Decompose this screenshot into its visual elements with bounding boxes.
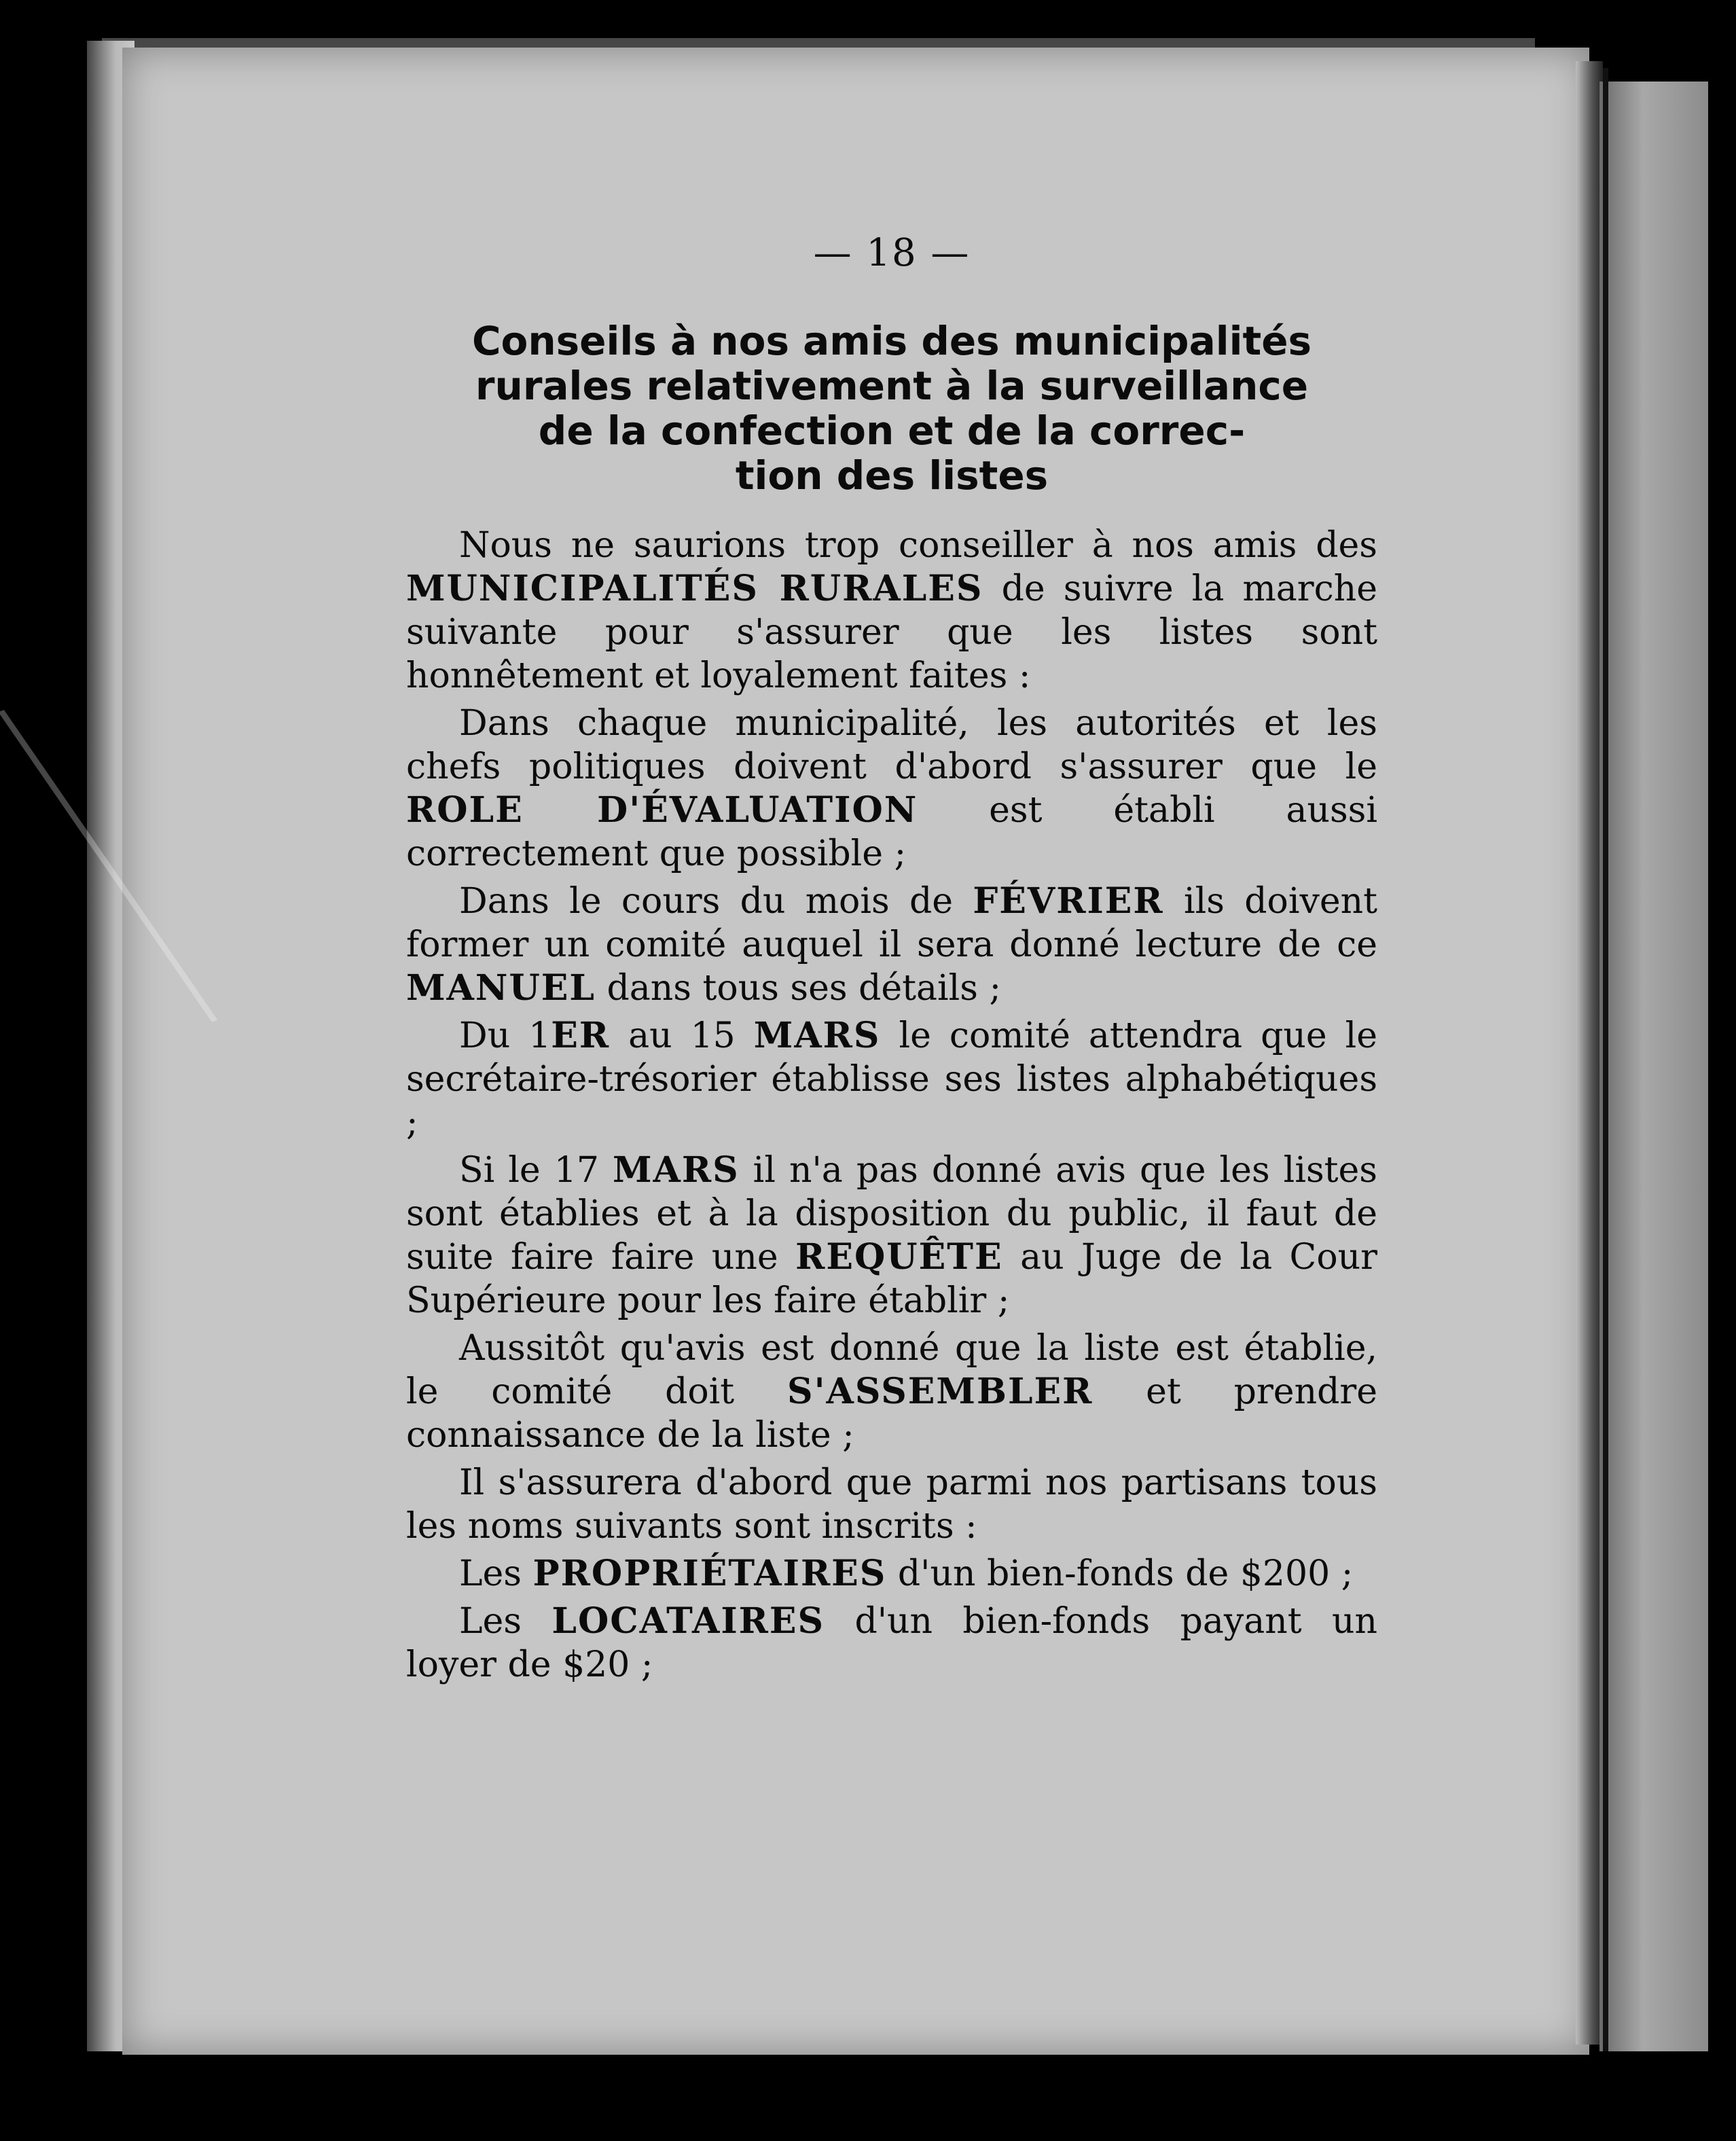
text-run: le comité attendra que le secrétaire-trésorier établisse ses listes alphabétiques ; — [406, 1015, 1378, 1143]
text-run: Il s'assurera d'abord que parmi nos partisans tous les noms suivants sont inscrits : — [406, 1462, 1377, 1547]
heading-line: de la confection et de la correc- — [538, 408, 1246, 454]
text-run: au 15 — [610, 1015, 754, 1056]
emphasized-term: MARS — [753, 1015, 881, 1056]
text-run: ils doivent former un comité auquel il sera donné lecture de ce — [406, 881, 1377, 965]
emphasized-term: S'ASSEMBLER — [787, 1371, 1093, 1412]
paragraph — [406, 1600, 1377, 1687]
section-heading — [406, 319, 1377, 498]
paragraph — [406, 1014, 1377, 1145]
text-run: dans tous ses détails ; — [595, 968, 1002, 1009]
text-run: de suivre la marche suivante pour s'assurer que les listes sont honnêtement et loyalement faites : — [406, 569, 1378, 696]
emphasized-term: LOCATAIRES — [551, 1600, 825, 1642]
paragraph — [406, 1461, 1377, 1548]
page-number: — 18 — — [813, 231, 971, 275]
text-run: Les — [459, 1601, 552, 1642]
paragraph — [406, 1327, 1377, 1457]
text-run: Dans chaque municipalité, les autorités et les chefs politiques doivent d'abord s'assurer que le — [406, 703, 1377, 787]
text-run: et prendre connaissance de la liste ; — [406, 1371, 1377, 1456]
text-run: Aussitôt qu'avis est donné que la liste est établie, le comité doit — [406, 1328, 1377, 1412]
emphasized-term: FÉVRIER — [973, 880, 1164, 922]
emphasized-term: ER — [551, 1015, 611, 1056]
facing-page-edge — [1599, 82, 1708, 2051]
text-run: Les — [459, 1553, 533, 1594]
text-run: au Juge de la Cour Supérieure pour les faire établir ; — [406, 1237, 1377, 1321]
paragraph — [406, 1552, 1377, 1596]
heading-line: rurales relativement à la surveillance — [475, 363, 1309, 409]
emphasized-term: PROPRIÉTAIRES — [532, 1553, 887, 1594]
emphasized-term: MUNICIPALITÉS RURALES — [406, 568, 983, 609]
binding-line — [1603, 68, 1608, 2051]
text-run: Dans le cours du mois de — [459, 881, 973, 922]
paragraph — [406, 524, 1377, 698]
emphasized-term: REQUÊTE — [795, 1236, 1003, 1278]
body-text — [406, 524, 1377, 1687]
emphasized-term: MANUEL — [406, 967, 596, 1009]
emphasized-term: ROLE D'ÉVALUATION — [406, 789, 918, 831]
paragraph — [406, 880, 1377, 1010]
page-content — [406, 231, 1377, 1691]
text-run: Si le 17 — [459, 1150, 613, 1191]
text-run: d'un bien-fonds de $200 ; — [886, 1553, 1354, 1594]
text-run: il n'a pas donné avis que les listes sont établies et à la disposition du public, il faut de suite faire faire une — [406, 1150, 1377, 1278]
paragraph — [406, 1149, 1377, 1323]
text-run: Du 1 — [459, 1015, 551, 1056]
heading-line: tion des listes — [735, 452, 1049, 499]
heading-line: Conseils à nos amis des municipalités — [471, 318, 1312, 364]
text-run: d'un bien-fonds payant un loyer de $20 ; — [406, 1601, 1377, 1685]
emphasized-term: MARS — [612, 1149, 740, 1191]
paragraph — [406, 702, 1377, 876]
text-run: est établi aussi correctement que possible ; — [406, 790, 1377, 874]
page-gutter-shadow — [1576, 61, 1603, 2045]
text-run: Nous ne saurions trop conseiller à nos amis des — [459, 525, 1377, 566]
